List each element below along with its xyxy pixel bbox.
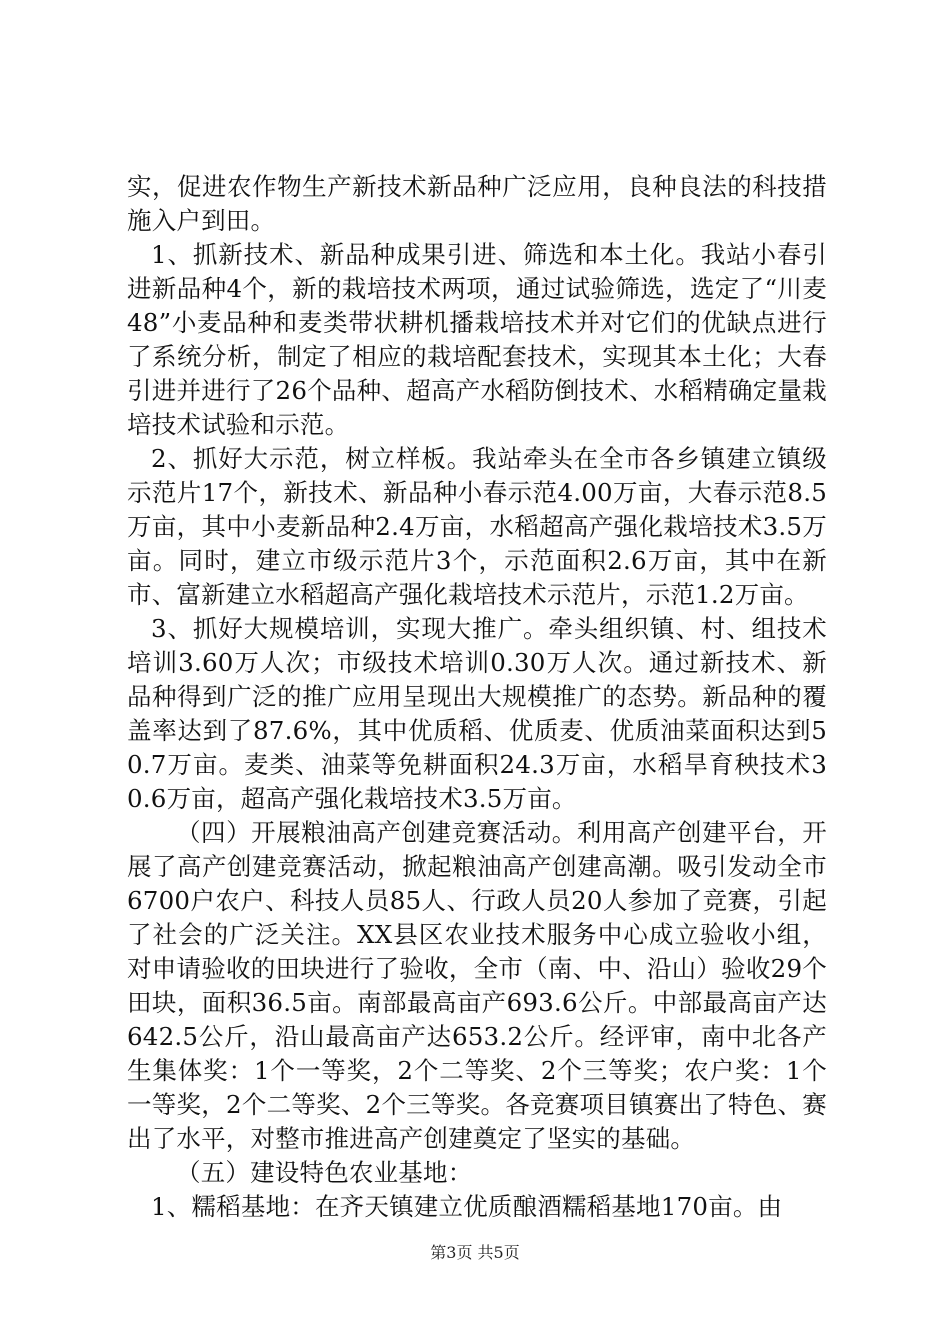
- paragraph-item-3-training: 3、抓好大规模培训，实现大推广。牵头组织镇、村、组技术培训3.60万人次；市级技术培训0.30万人次。通过新技术、新品种得到广泛的推广应用呈现出大规模推广的态势。新品种的覆盖率达到了87.6%，其中优质稻、优质麦、优质油菜面积达到50.7万亩。麦类、油菜等免耕面积24.3万亩，水稻旱育秧技术30.6万亩，超高产强化栽培技术3.5万亩。: [127, 614, 827, 813]
- paragraph-section-5-heading: （五）建设特色农业基地：: [176, 1158, 473, 1187]
- page-number-footer: 第3页 共5页: [430, 1243, 520, 1262]
- paragraph-item-1-new-technology: 1、抓新技术、新品种成果引进、筛选和本土化。我站小春引进新品种4个，新的栽培技术两项，通过试验筛选，选定了“川麦48”小麦品种和麦类带状耕机播栽培技术并对它们的优缺点进行了系统分析，制定了相应的栽培配套技术，实现其本土化；大春引进并进行了26个品种、超高产水稻防倒技术、水稻精确定量栽培技术试验和示范。: [127, 240, 827, 439]
- document-body: [127, 170, 827, 1224]
- paragraph-item-1-glutinous-rice: 1、糯稻基地：在齐天镇建立优质酿酒糯稻基地170亩。由: [151, 1192, 783, 1221]
- paragraph-item-2-demonstration: 2、抓好大示范，树立样板。我站牵头在全市各乡镇建立镇级示范片17个，新技术、新品种小春示范4.00万亩，大春示范8.5万亩，其中小麦新品种2.4万亩，水稻超高产强化栽培技术3.5万亩。同时，建立市级示范片3个，示范面积2.6万亩，其中在新市、富新建立水稻超高产强化栽培技术示范片，示范1.2万亩。: [127, 444, 827, 609]
- paragraph-continuation: 实，促进农作物生产新技术新品种广泛应用，良种良法的科技措施入户到田。: [127, 172, 827, 235]
- paragraph-section-4-competition: （四）开展粮油高产创建竞赛活动。利用高产创建平台，开展了高产创建竞赛活动，掀起粮油高产创建高潮。吸引发动全市6700户农户、科技人员85人、行政人员20人参加了竞赛，引起了社会的广泛关注。XX县区农业技术服务中心成立验收小组，对申请验收的田块进行了验收，全市（南、中、沿山）验收29个田块，面积36.5亩。南部最高亩产693.6公斤。中部最高亩产达642.5公斤，沿山最高亩产达653.2公斤。经评审，南中北各产生集体奖：1个一等奖，2个二等奖、2个三等奖；农户奖：1个一等奖，2个二等奖、2个三等奖。各竞赛项目镇赛出了特色、赛出了水平，对整市推进高产创建奠定了坚实的基础。: [127, 818, 827, 1153]
